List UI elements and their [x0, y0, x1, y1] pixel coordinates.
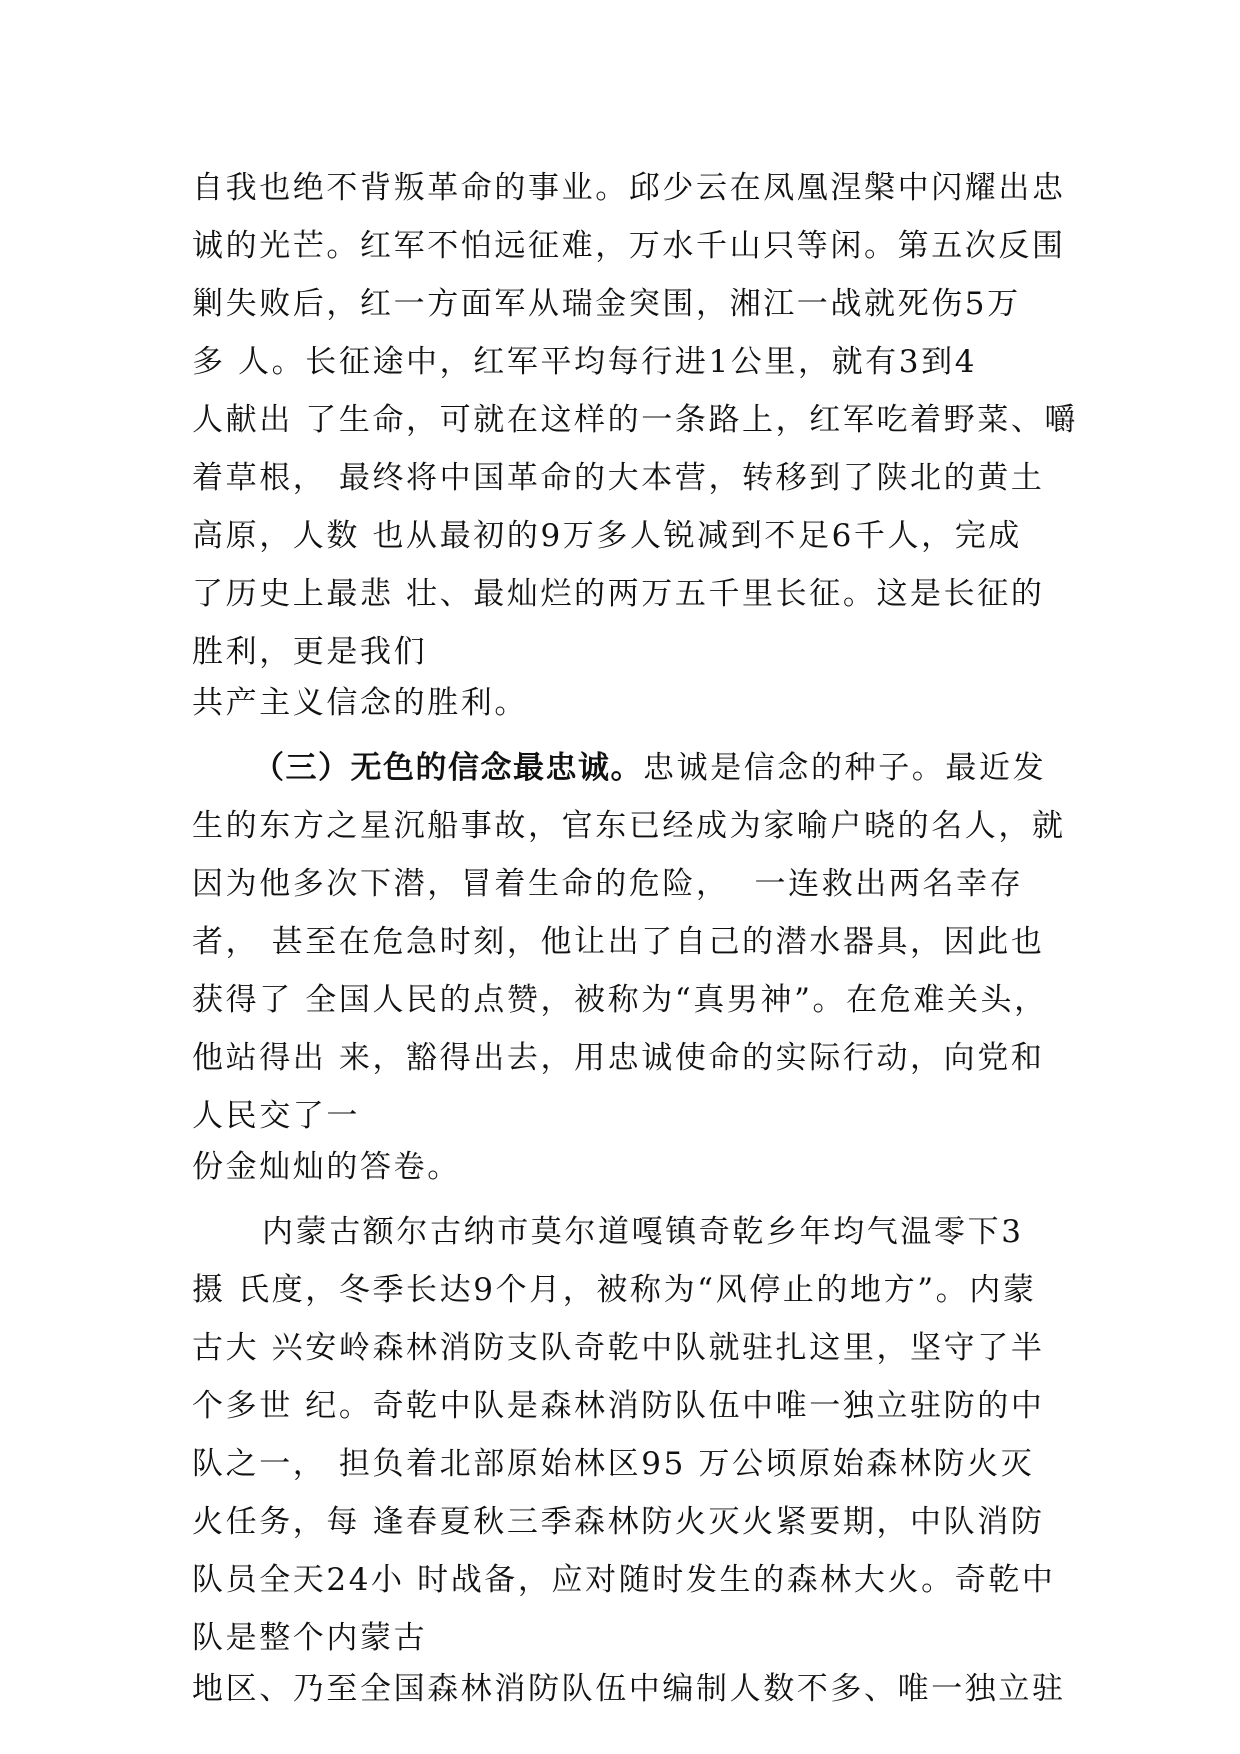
text-line: 队是整个内蒙古: [192, 1620, 428, 1656]
text-line: 他站得出 来，豁得出去，用忠诚使命的实际行动，向党和: [192, 1040, 1045, 1076]
text-line: 摄 氏度，冬季长达9个月，被称为“风停止的地方”。内蒙: [192, 1272, 1037, 1308]
text-line: 古大 兴安岭森林消防支队奇乾中队就驻扎这里，坚守了半: [192, 1330, 1045, 1366]
text-line: 个多世 纪。奇乾中队是森林消防队伍中唯一独立驻防的中: [192, 1388, 1045, 1424]
text-line: 多 人。长征途中，红军平均每行进1公里，就有3到4: [192, 344, 978, 380]
text-line: 诚的光芒。红军不怕远征难，万水千山只等闲。第五次反围: [192, 228, 1066, 264]
text-line: 者， 甚至在危急时刻，他让出了自己的潜水器具，因此也: [192, 924, 1045, 960]
text-line: 因为他多次下潜，冒着生命的危险， 一连救出两名幸存: [192, 866, 1024, 902]
text-line: 自我也绝不背叛革命的事业。邱少云在凤凰涅槃中闪耀出忠: [192, 170, 1066, 206]
section-heading-line: [253, 748, 1046, 788]
text-line: 队员全天24小 时战备，应对随时发生的森林大火。奇乾中: [192, 1562, 1056, 1598]
text-line: 地区、乃至全国森林消防队伍中编制人数不多、唯一独立驻: [192, 1671, 1066, 1707]
text-line: 高原，人数 也从最初的9万多人锐减到不足6千人，完成: [192, 518, 1022, 554]
paragraph-first-line: 内蒙古额尔古纳市莫尔道嘎镇奇乾乡年均气温零下3: [262, 1214, 1024, 1250]
text-line: 火任务，每 逢春夏秋三季森林防火灭火紧要期，中队消防: [192, 1504, 1045, 1540]
section-heading-rest: 忠诚是信念的种子。最近发: [643, 750, 1047, 786]
text-line: 人民交了一: [192, 1098, 360, 1134]
text-line: 获得了 全国人民的点赞，被称为“真男神”。在危难关头，: [192, 982, 1048, 1018]
text-line: 了历史上最悲 壮、最灿烂的两万五千里长征。这是长征的: [192, 576, 1045, 612]
text-line: 生的东方之星沉船事故，官东已经成为家喻户晓的名人，就: [192, 808, 1066, 844]
text-line: 份金灿灿的答卷。: [192, 1149, 461, 1185]
text-line: 队之一， 担负着北部原始林区95 万公顷原始森林防火灭: [192, 1446, 1035, 1482]
text-line: 共产主义信念的胜利。: [192, 685, 528, 721]
text-line: 人献出 了生命，可就在这样的一条路上，红军吃着野菜、嚼: [192, 402, 1079, 438]
text-line: 胜利，更是我们: [192, 634, 428, 670]
section-heading: （三）无色的信念最忠诚。: [253, 750, 643, 786]
text-line: 剿失败后，红一方面军从瑞金突围，湘江一战就死伤5万: [192, 286, 1021, 322]
text-line: 着草根， 最终将中国革命的大本营，转移到了陕北的黄土: [192, 460, 1045, 496]
